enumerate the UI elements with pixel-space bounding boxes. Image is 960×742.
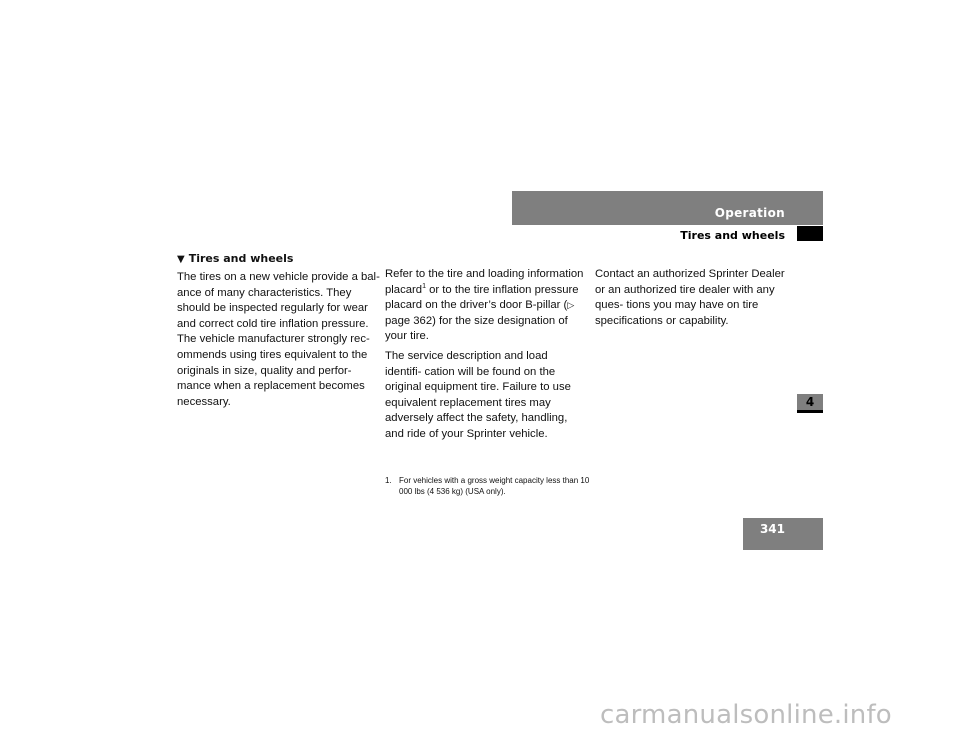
header-marker-block <box>797 226 823 241</box>
paragraph: The tires on a new vehicle provide a bal- ance of many characteristics. They should be inspected regularly for wear and correct cold tire inflation pressure. The vehicle manufacturer strongly rec- ommends using tires equivalent to the originals in size, quality and perfor- mance when a replacement becomes necessary. <box>177 271 380 408</box>
paragraph: Contact an authorized Sprinter Dealer or an authorized tire dealer with any ques- tions you may have on tire specifications or capability. <box>595 268 785 327</box>
watermark: carmanualsonline.info <box>600 700 892 730</box>
text-run: page 362) for the size designation of your tire. <box>385 314 568 343</box>
section-heading-text: Tires and wheels <box>188 252 294 265</box>
column-2 <box>385 267 585 447</box>
footnote-number: 1. <box>385 476 392 485</box>
header-band <box>512 191 823 225</box>
footnote-text: For vehicles with a gross weight capacity less than 10 000 lbs (4 536 kg) (USA only). <box>399 476 590 496</box>
section-title: Operation <box>714 206 785 220</box>
page-number-box <box>743 518 823 550</box>
column-3 <box>595 267 795 333</box>
column-1 <box>177 251 382 414</box>
chapter-tab: 4 <box>797 394 823 413</box>
page-ref-arrow-icon: ▷ <box>567 300 575 311</box>
paragraph: The service description and load identifi- cation will be found on the original equipment tire. Failure to use equivalent replacement tires may adversely affect the safety, handling, and ride of your Sprinter vehicle. <box>385 349 571 440</box>
section-heading <box>177 251 382 266</box>
footnote <box>385 475 590 497</box>
subsection-title: Tires and wheels <box>680 229 785 242</box>
paragraph <box>385 267 585 345</box>
triangle-down-icon: ▼ <box>177 254 185 265</box>
text-run: or to the tire inflation pressure placard on the driver’s door B-pillar ( <box>385 283 579 312</box>
page-number: 341 <box>759 522 785 536</box>
footnote-ref: 1 <box>422 282 426 290</box>
text-run: Refer to the tire and loading information placard <box>385 268 584 296</box>
